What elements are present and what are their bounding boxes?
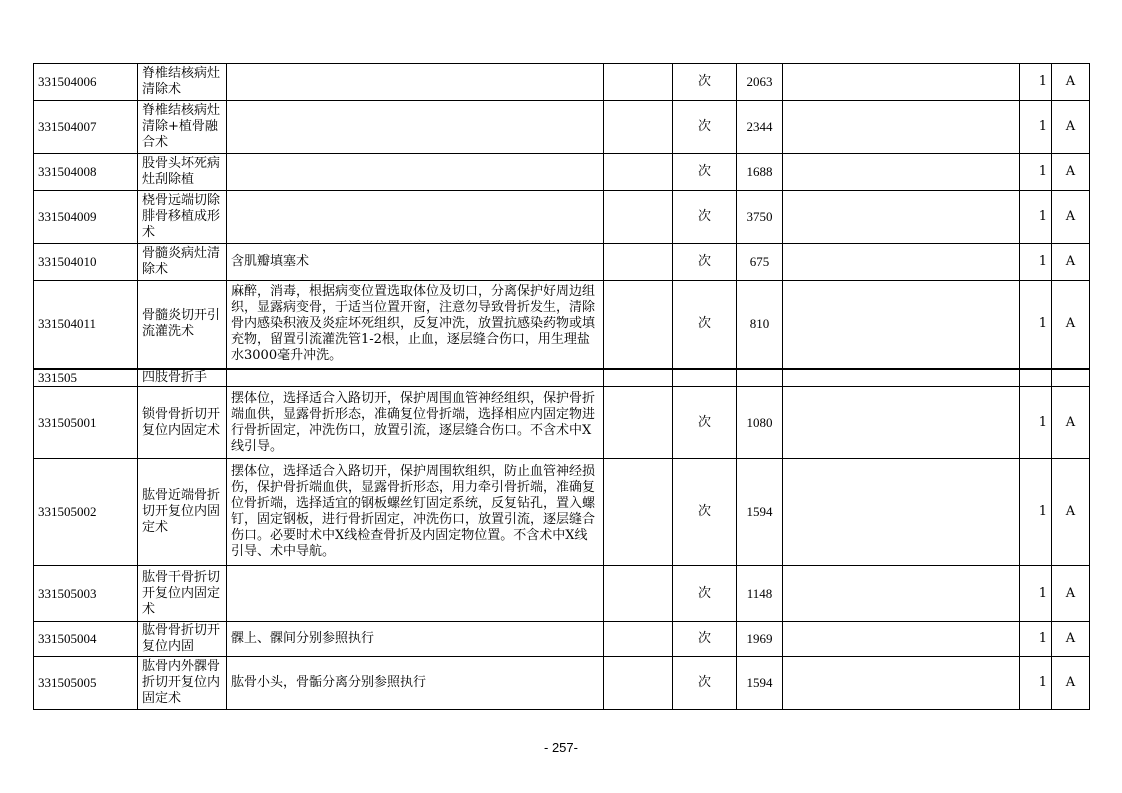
table-row bbox=[34, 387, 1090, 459]
item-exclusion-cell bbox=[604, 101, 673, 154]
item-exclusion-cell bbox=[604, 281, 673, 369]
item-code-cell: 331505002 bbox=[34, 459, 138, 566]
item-code-cell: 331504007 bbox=[34, 101, 138, 154]
item-note-cell bbox=[783, 387, 1020, 459]
item-class-cell: A bbox=[1052, 459, 1090, 566]
item-content-cell: 摆体位，选择适合入路切开，保护周围软组织，防止血管神经损伤，保护骨折端血供，显露骨折形态，用力牵引骨折端，准确复位骨折端，选择适宜的钢板螺丝钉固定系统，反复钻孔，置入螺钉，固定钢板，进行骨折固定，冲洗伤口，放置引流，逐层缝合伤口。必要时术中X线检查骨折及内固定物位置。不含术中X线引导、术中导航。 bbox=[227, 459, 604, 566]
item-price-cell: 1080 bbox=[737, 387, 783, 459]
item-unit-cell: 次 bbox=[673, 154, 737, 191]
item-code-cell: 331504006 bbox=[34, 64, 138, 101]
item-flag-cell: 1 bbox=[1020, 622, 1052, 657]
item-note-cell bbox=[783, 244, 1020, 281]
item-code-cell: 331505001 bbox=[34, 387, 138, 459]
item-unit-cell: 次 bbox=[673, 244, 737, 281]
item-name-cell: 锁骨骨折切开复位内固定术 bbox=[138, 387, 227, 459]
item-note-cell bbox=[783, 281, 1020, 369]
item-exclusion-cell bbox=[604, 387, 673, 459]
item-code-cell: 331505 bbox=[34, 369, 138, 387]
item-price-cell: 1148 bbox=[737, 566, 783, 622]
item-flag-cell: 1 bbox=[1020, 281, 1052, 369]
item-flag-cell: 1 bbox=[1020, 566, 1052, 622]
item-unit-cell: 次 bbox=[673, 101, 737, 154]
item-flag-cell: 1 bbox=[1020, 64, 1052, 101]
item-unit-cell: 次 bbox=[673, 387, 737, 459]
item-class-cell: A bbox=[1052, 622, 1090, 657]
item-price-cell: 3750 bbox=[737, 191, 783, 244]
item-price-cell: 1594 bbox=[737, 459, 783, 566]
item-flag-cell: 1 bbox=[1020, 459, 1052, 566]
item-class-cell: A bbox=[1052, 657, 1090, 710]
item-code-cell: 331505005 bbox=[34, 657, 138, 710]
table-row bbox=[34, 459, 1090, 566]
item-name-cell: 四肢骨折手 bbox=[138, 369, 227, 387]
item-class-cell: A bbox=[1052, 101, 1090, 154]
page-number: - 257- bbox=[544, 740, 578, 755]
item-content-cell bbox=[227, 566, 604, 622]
item-unit-cell: 次 bbox=[673, 191, 737, 244]
item-note-cell bbox=[783, 64, 1020, 101]
item-flag-cell bbox=[1020, 369, 1052, 387]
item-name-cell: 脊椎结核病灶清除+植骨融合术 bbox=[138, 101, 227, 154]
item-unit-cell bbox=[673, 369, 737, 387]
item-name-cell: 股骨头坏死病灶刮除植 bbox=[138, 154, 227, 191]
item-exclusion-cell bbox=[604, 191, 673, 244]
item-code-cell: 331504008 bbox=[34, 154, 138, 191]
item-name-cell: 骨髓炎病灶清除术 bbox=[138, 244, 227, 281]
item-flag-cell: 1 bbox=[1020, 101, 1052, 154]
item-note-cell bbox=[783, 369, 1020, 387]
item-flag-cell: 1 bbox=[1020, 191, 1052, 244]
item-flag-cell: 1 bbox=[1020, 387, 1052, 459]
item-flag-cell: 1 bbox=[1020, 154, 1052, 191]
item-price-cell bbox=[737, 369, 783, 387]
item-exclusion-cell bbox=[604, 64, 673, 101]
table-row bbox=[34, 657, 1090, 710]
item-unit-cell: 次 bbox=[673, 64, 737, 101]
item-name-cell: 肱骨骨折切开复位内固 bbox=[138, 622, 227, 657]
item-exclusion-cell bbox=[604, 622, 673, 657]
item-price-cell: 810 bbox=[737, 281, 783, 369]
item-name-cell: 肱骨内外髁骨折切开复位内固定术 bbox=[138, 657, 227, 710]
item-unit-cell: 次 bbox=[673, 281, 737, 369]
item-class-cell: A bbox=[1052, 566, 1090, 622]
item-note-cell bbox=[783, 566, 1020, 622]
item-exclusion-cell bbox=[604, 244, 673, 281]
item-note-cell bbox=[783, 101, 1020, 154]
item-code-cell: 331505004 bbox=[34, 622, 138, 657]
item-name-cell: 脊椎结核病灶清除术 bbox=[138, 64, 227, 101]
item-note-cell bbox=[783, 154, 1020, 191]
item-note-cell bbox=[783, 459, 1020, 566]
fee-table bbox=[33, 63, 1090, 710]
item-code-cell: 331504010 bbox=[34, 244, 138, 281]
item-unit-cell: 次 bbox=[673, 622, 737, 657]
item-code-cell: 331504011 bbox=[34, 281, 138, 369]
item-code-cell: 331504009 bbox=[34, 191, 138, 244]
item-content-cell: 含肌瓣填塞术 bbox=[227, 244, 604, 281]
item-note-cell bbox=[783, 657, 1020, 710]
item-name-cell: 桡骨远端切除腓骨移植成形术 bbox=[138, 191, 227, 244]
item-exclusion-cell bbox=[604, 566, 673, 622]
item-class-cell: A bbox=[1052, 244, 1090, 281]
item-price-cell: 1688 bbox=[737, 154, 783, 191]
item-class-cell: A bbox=[1052, 281, 1090, 369]
item-content-cell bbox=[227, 64, 604, 101]
table-row bbox=[34, 64, 1090, 101]
item-class-cell: A bbox=[1052, 154, 1090, 191]
item-flag-cell: 1 bbox=[1020, 244, 1052, 281]
item-exclusion-cell bbox=[604, 459, 673, 566]
item-content-cell bbox=[227, 369, 604, 387]
item-price-cell: 675 bbox=[737, 244, 783, 281]
item-content-cell: 髁上、髁间分别参照执行 bbox=[227, 622, 604, 657]
table-row bbox=[34, 154, 1090, 191]
item-content-cell: 肱骨小头，骨骺分离分别参照执行 bbox=[227, 657, 604, 710]
item-content-cell: 摆体位，选择适合入路切开，保护周围血管神经组织，保护骨折端血供，显露骨折形态，准确复位骨折端，选择相应内固定物进行骨折固定，冲洗伤口，放置引流，逐层缝合伤口。不含术中X线引导。 bbox=[227, 387, 604, 459]
item-code-cell: 331505003 bbox=[34, 566, 138, 622]
item-content-cell bbox=[227, 191, 604, 244]
table-row bbox=[34, 244, 1090, 281]
item-note-cell bbox=[783, 191, 1020, 244]
item-name-cell: 骨髓炎切开引流灌洗术 bbox=[138, 281, 227, 369]
item-content-cell bbox=[227, 101, 604, 154]
item-price-cell: 2063 bbox=[737, 64, 783, 101]
item-name-cell: 肱骨近端骨折切开复位内固定术 bbox=[138, 459, 227, 566]
table-row bbox=[34, 622, 1090, 657]
table-row bbox=[34, 191, 1090, 244]
item-price-cell: 2344 bbox=[737, 101, 783, 154]
item-class-cell: A bbox=[1052, 191, 1090, 244]
table-row bbox=[34, 369, 1090, 387]
item-flag-cell: 1 bbox=[1020, 657, 1052, 710]
table-row bbox=[34, 281, 1090, 369]
item-exclusion-cell bbox=[604, 154, 673, 191]
item-unit-cell: 次 bbox=[673, 566, 737, 622]
item-content-cell bbox=[227, 154, 604, 191]
item-unit-cell: 次 bbox=[673, 459, 737, 566]
item-class-cell: A bbox=[1052, 64, 1090, 101]
item-exclusion-cell bbox=[604, 369, 673, 387]
item-note-cell bbox=[783, 622, 1020, 657]
item-class-cell bbox=[1052, 369, 1090, 387]
table-row bbox=[34, 566, 1090, 622]
item-name-cell: 肱骨干骨折切开复位内固定术 bbox=[138, 566, 227, 622]
item-unit-cell: 次 bbox=[673, 657, 737, 710]
item-content-cell: 麻醉，消毒，根据病变位置选取体位及切口，分离保护好周边组织，显露病变骨，于适当位置开窗，注意勿导致骨折发生，清除骨内感染积液及炎症坏死组织，反复冲洗，放置抗感染药物或填充物，留置引流灌洗管1-2根，止血，逐层缝合伤口，用生理盐水3000毫升冲洗。 bbox=[227, 281, 604, 369]
item-class-cell: A bbox=[1052, 387, 1090, 459]
item-price-cell: 1594 bbox=[737, 657, 783, 710]
item-exclusion-cell bbox=[604, 657, 673, 710]
item-price-cell: 1969 bbox=[737, 622, 783, 657]
table-row bbox=[34, 101, 1090, 154]
